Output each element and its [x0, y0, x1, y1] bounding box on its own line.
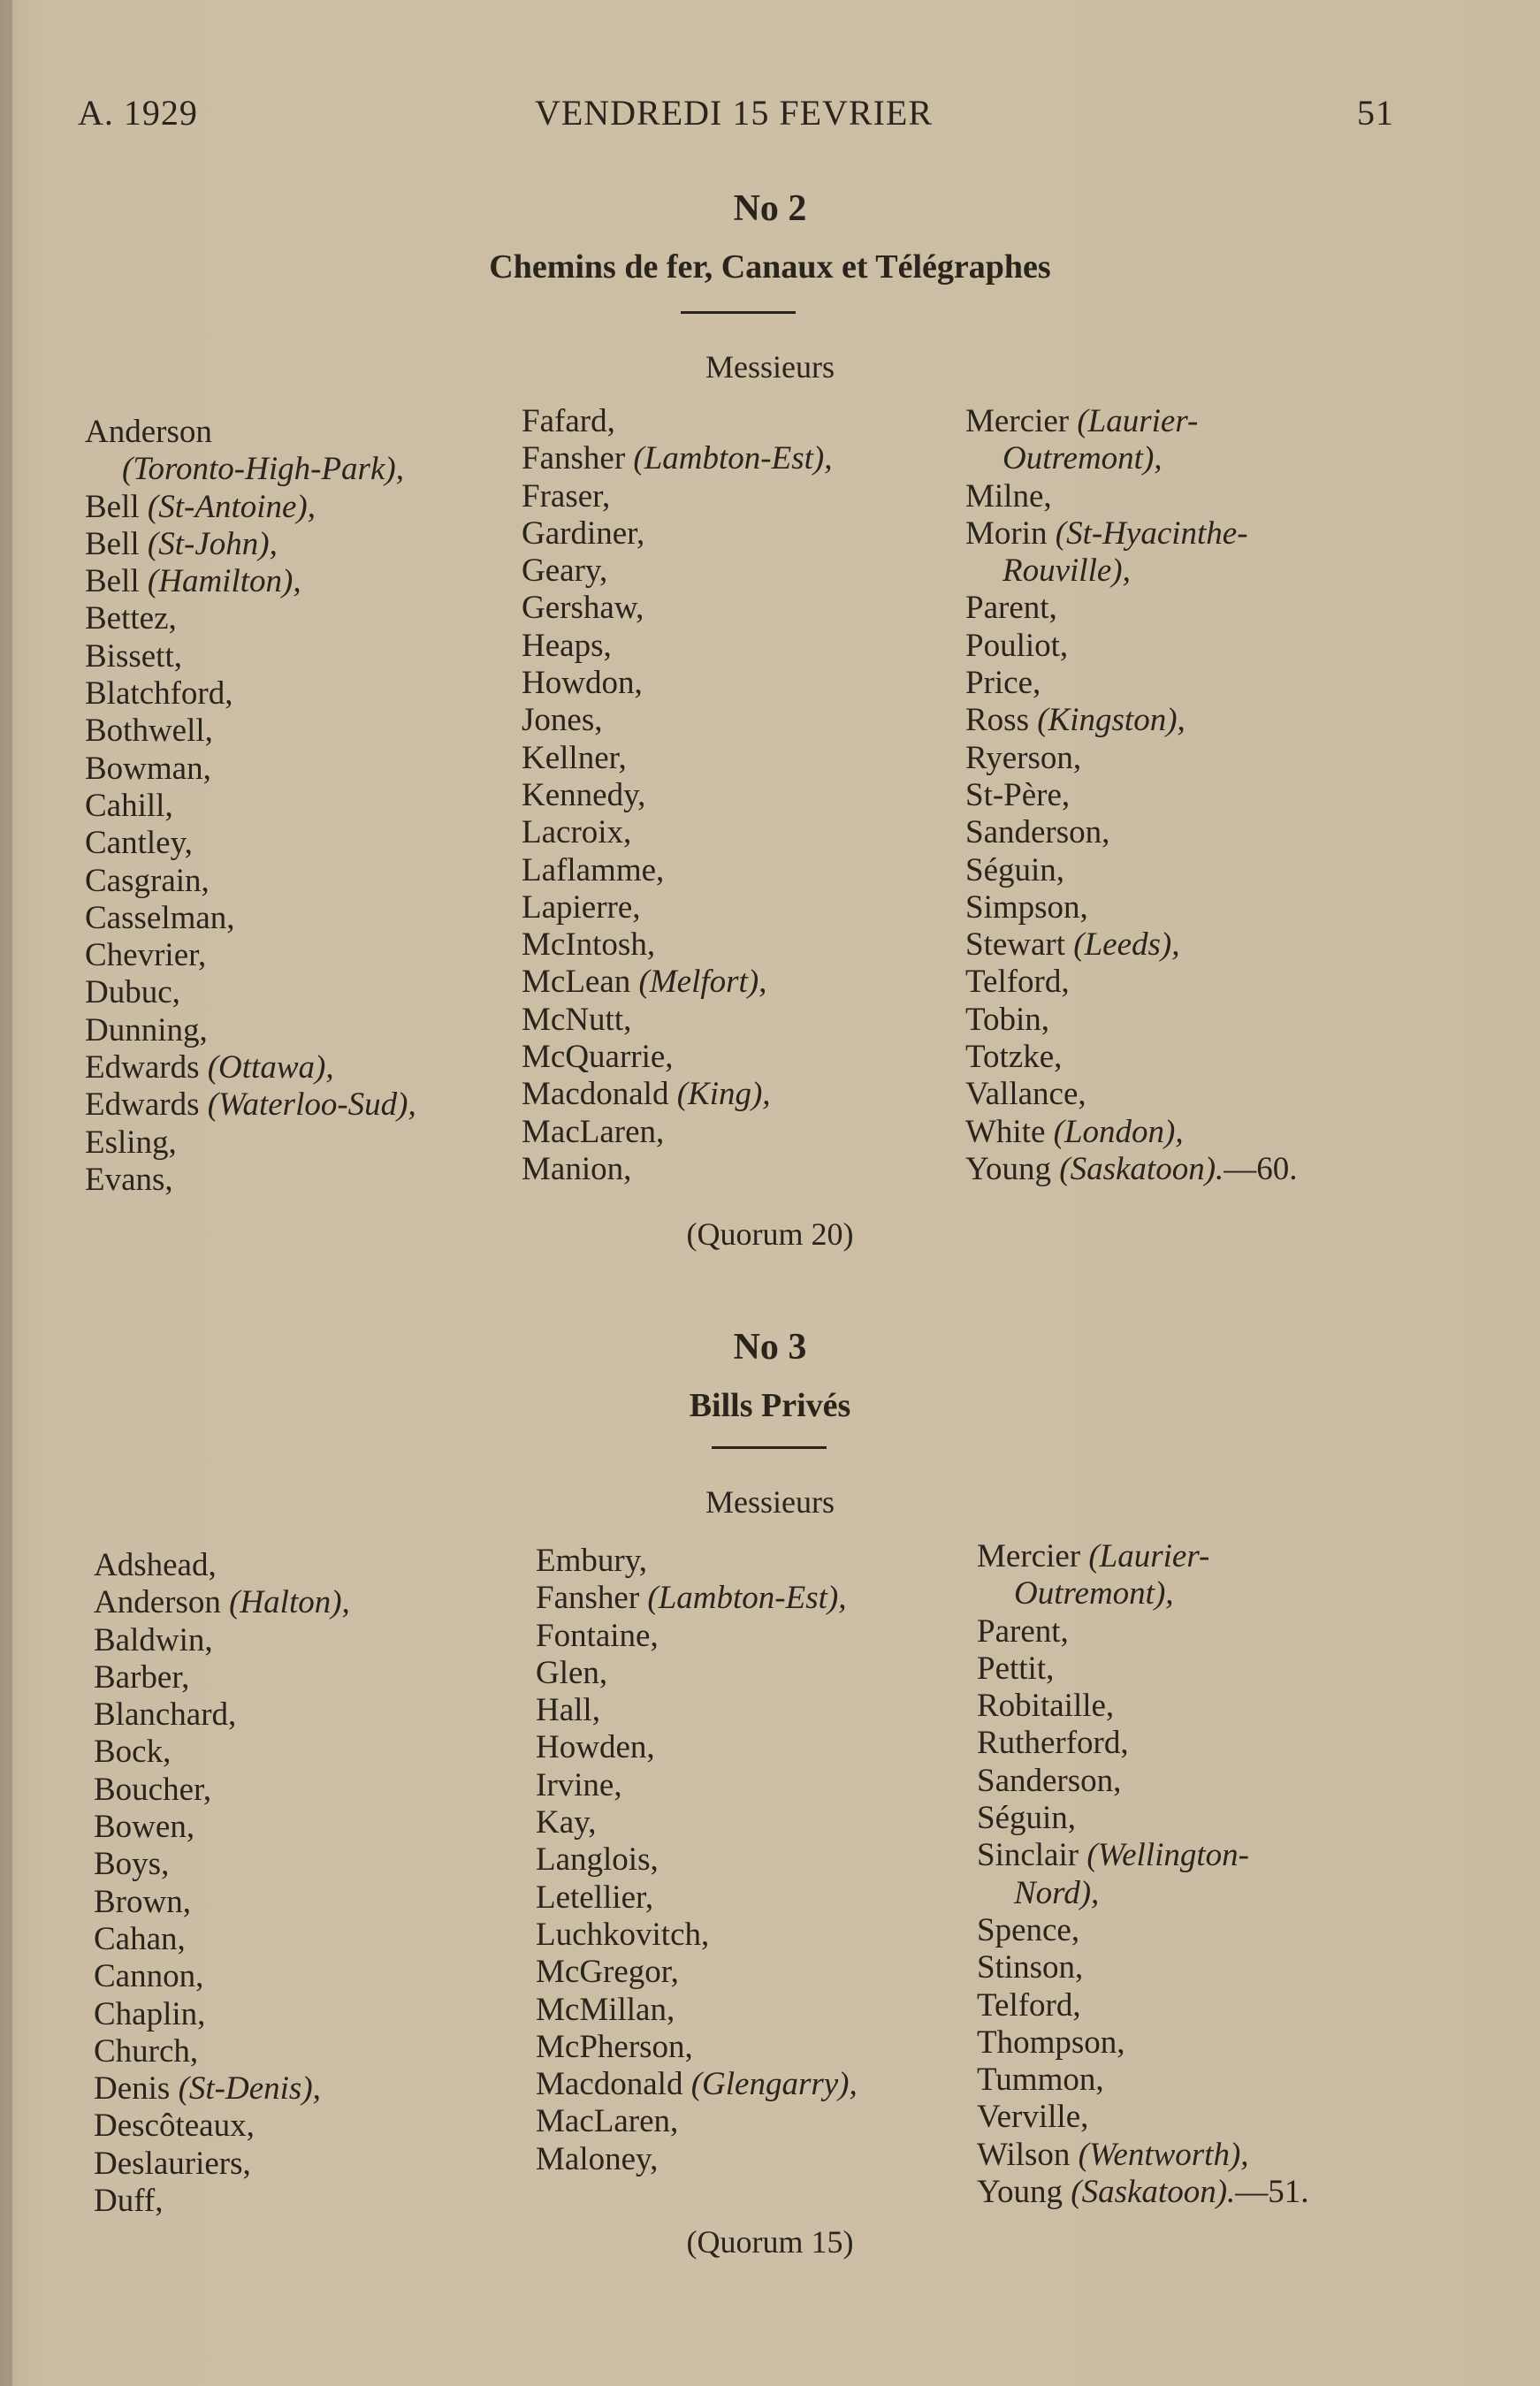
header-year: A. 1929	[78, 93, 198, 133]
member-entry	[536, 2103, 858, 2140]
member-name: Hall,	[536, 1692, 600, 1729]
member-name: Sinclair	[977, 1837, 1087, 1874]
member-count: —51.	[1235, 2174, 1309, 2211]
member-entry	[522, 403, 832, 440]
member-entry	[522, 814, 832, 851]
member-name: Embury,	[536, 1543, 648, 1579]
member-name: Irvine,	[536, 1766, 622, 1803]
member-name: Wilson	[977, 2136, 1079, 2173]
member-name: Cahan,	[94, 1920, 186, 1957]
member-name: McMillan,	[536, 1991, 675, 2028]
member-entry	[977, 1987, 1309, 2024]
member-riding: (Lambton-Est),	[647, 1580, 847, 1617]
header-date: VENDREDI 15 FEVRIER	[534, 93, 934, 133]
member-name: White	[965, 1113, 1054, 1150]
member-entry	[977, 1613, 1309, 1650]
member-entry	[977, 2024, 1309, 2062]
member-name: Luchkovitch,	[536, 1916, 710, 1953]
member-entry	[536, 1729, 858, 1766]
section-2-number: No 2	[733, 188, 807, 229]
member-riding: (Wellington-	[1086, 1837, 1249, 1874]
member-entry	[536, 1580, 858, 1617]
member-name: Macdonald	[522, 1076, 677, 1113]
member-entry	[965, 1151, 1298, 1188]
member-entry	[85, 489, 416, 526]
member-entry	[94, 1547, 350, 1584]
member-entry	[94, 1884, 350, 1921]
member-name: Tobin,	[965, 1001, 1050, 1038]
member-entry	[965, 478, 1298, 515]
member-name: McIntosh,	[522, 926, 656, 964]
member-entry	[977, 1763, 1309, 1800]
member-entry	[977, 2099, 1309, 2136]
member-name: Cantley,	[85, 825, 193, 862]
member-name: Telford,	[965, 964, 1070, 1001]
section-3-number: No 3	[733, 1327, 807, 1368]
member-entry	[977, 1837, 1309, 1874]
member-entry	[965, 665, 1298, 702]
member-name: Parent,	[965, 590, 1057, 627]
member-name: Fafard,	[522, 403, 615, 439]
member-riding: Outremont),	[1003, 440, 1163, 477]
member-entry	[522, 665, 832, 702]
member-name: MacLaren,	[522, 1113, 665, 1150]
member-entry	[522, 702, 832, 739]
member-name: Fraser,	[522, 477, 611, 515]
member-riding: (St-Hyacinthe-	[1055, 515, 1248, 552]
member-entry	[85, 1124, 416, 1162]
member-entry	[965, 926, 1298, 964]
member-entry	[522, 1002, 832, 1039]
member-name: Chaplin,	[94, 1995, 206, 2032]
member-name: Bissett,	[85, 637, 182, 675]
member-name: Pettit,	[977, 1650, 1055, 1687]
member-entry	[94, 1734, 350, 1771]
member-riding: (St-Antoine),	[147, 488, 316, 525]
member-entry	[965, 1114, 1298, 1151]
member-name: Blanchard,	[94, 1696, 237, 1734]
member-riding: (Kingston),	[1037, 702, 1185, 739]
member-name: Howden,	[536, 1729, 655, 1766]
member-entry	[977, 2062, 1309, 2099]
member-name: McPherson,	[536, 2028, 693, 2065]
member-name: Price,	[965, 665, 1041, 702]
member-entry	[965, 590, 1298, 627]
member-name: Bell	[85, 488, 148, 525]
section-3-title: Bills Privés	[689, 1387, 851, 1424]
member-name: Adshead,	[94, 1547, 217, 1583]
member-name: Gershaw,	[522, 590, 644, 627]
member-name: Brown,	[94, 1883, 191, 1920]
member-name: Boucher,	[94, 1771, 212, 1808]
member-name: Chevrier,	[85, 937, 207, 974]
member-entry	[536, 1655, 858, 1692]
member-name: Fansher	[536, 1580, 648, 1617]
member-name: Mercier	[965, 403, 1078, 439]
member-entry	[85, 751, 416, 788]
member-name: Fansher	[522, 440, 634, 477]
member-name: Kennedy,	[522, 776, 646, 813]
member-riding: (Halton),	[229, 1584, 350, 1621]
member-name: Letellier,	[536, 1879, 654, 1916]
member-riding: (Lambton-Est),	[633, 440, 833, 477]
member-entry	[94, 1809, 350, 1846]
member-entry	[94, 1622, 350, 1659]
member-name: McLean	[522, 964, 639, 1001]
member-name: Robitaille,	[977, 1688, 1115, 1725]
member-count: —60.	[1224, 1150, 1298, 1187]
member-entry	[522, 1076, 832, 1113]
member-name: Denis	[94, 2070, 179, 2108]
member-entry	[85, 451, 416, 488]
member-name: Kellner,	[522, 739, 627, 776]
member-name: Tummon,	[977, 2062, 1104, 2099]
member-entry	[522, 1039, 832, 1076]
member-entry	[977, 1875, 1309, 1912]
member-entry	[85, 600, 416, 637]
member-entry	[94, 1846, 350, 1883]
member-entry	[965, 515, 1298, 553]
member-entry	[977, 1912, 1309, 1949]
member-name: MacLaren,	[536, 2103, 679, 2140]
member-entry	[522, 628, 832, 665]
member-name: Bock,	[94, 1734, 172, 1771]
section-2-column-2	[522, 403, 832, 1188]
member-name: Ryerson,	[965, 739, 1082, 776]
member-name: Geary,	[522, 553, 608, 590]
member-name: Totzke,	[965, 1039, 1063, 1076]
member-name: Anderson	[94, 1584, 230, 1621]
member-entry	[977, 1949, 1309, 1986]
member-name: Lapierre,	[522, 888, 641, 926]
member-name: Anderson	[85, 414, 212, 450]
member-entry	[536, 1767, 858, 1804]
member-entry	[522, 478, 832, 515]
member-name: Macdonald	[536, 2066, 691, 2103]
member-name: Evans,	[85, 1161, 173, 1198]
member-entry	[965, 1002, 1298, 1039]
member-entry	[965, 403, 1298, 440]
member-riding: (Melfort),	[638, 964, 767, 1001]
section-3-messieurs: Messieurs	[705, 1484, 835, 1520]
member-name: Edwards	[85, 1086, 208, 1124]
member-entry	[85, 1162, 416, 1199]
member-riding: (Laurier-	[1088, 1538, 1210, 1574]
section-3-column-2	[536, 1543, 858, 2178]
member-riding: (Waterloo-Sud),	[207, 1086, 416, 1124]
section-2-quorum: (Quorum 20)	[686, 1216, 854, 1252]
member-name: Dunning,	[85, 1011, 208, 1048]
member-name: Bell	[85, 563, 148, 600]
member-name: McNutt,	[522, 1001, 632, 1038]
member-entry	[522, 777, 832, 814]
member-name: Casselman,	[85, 899, 235, 936]
member-entry	[536, 2066, 858, 2103]
member-name: Séguin,	[965, 851, 1065, 888]
member-entry	[977, 1650, 1309, 1688]
section-2-column-3	[965, 403, 1298, 1188]
member-entry	[965, 852, 1298, 889]
section-2-rule	[681, 311, 796, 314]
section-2-messieurs: Messieurs	[705, 349, 835, 385]
member-name: Young	[977, 2174, 1071, 2211]
member-name: Glen,	[536, 1654, 608, 1691]
member-name: Thompson,	[977, 2024, 1125, 2061]
member-name: Stewart	[965, 926, 1074, 964]
member-entry	[522, 852, 832, 889]
member-riding: (Ottawa),	[207, 1049, 334, 1086]
member-name: Descôteaux,	[94, 2108, 255, 2145]
section-3-column-3	[977, 1538, 1309, 2211]
member-entry	[85, 1049, 416, 1086]
member-entry	[94, 1696, 350, 1734]
member-entry	[965, 814, 1298, 851]
member-entry	[965, 1076, 1298, 1113]
member-name: Sanderson,	[965, 814, 1110, 851]
member-entry	[965, 440, 1298, 477]
member-entry	[85, 563, 416, 600]
member-name: Vallance,	[965, 1076, 1086, 1113]
member-entry	[85, 974, 416, 1011]
member-entry	[965, 740, 1298, 777]
member-entry	[94, 2108, 350, 2145]
member-name: Sanderson,	[977, 1762, 1122, 1799]
member-name: Maloney,	[536, 2140, 659, 2177]
member-name: Spence,	[977, 1911, 1080, 1948]
member-name: Cannon,	[94, 1958, 204, 1995]
member-entry	[522, 889, 832, 926]
member-entry	[94, 1772, 350, 1809]
member-name: Bowman,	[85, 750, 211, 787]
member-entry	[536, 1543, 858, 1580]
section-2-title: Chemins de fer, Canaux et Télégraphes	[489, 248, 1051, 286]
member-name: McQuarrie,	[522, 1039, 674, 1076]
member-riding: (Toronto-High-Park),	[122, 451, 404, 488]
member-entry	[522, 553, 832, 590]
member-name: Lacroix,	[522, 814, 632, 851]
member-name: Parent,	[977, 1612, 1069, 1650]
member-name: Rutherford,	[977, 1725, 1129, 1762]
member-entry	[94, 1921, 350, 1958]
member-entry	[94, 1996, 350, 2033]
member-name: Howdon,	[522, 665, 643, 702]
member-entry	[94, 2146, 350, 2183]
member-entry	[522, 1114, 832, 1151]
member-entry	[977, 2174, 1309, 2211]
member-entry	[85, 788, 416, 825]
section-3-column-1	[94, 1547, 350, 2220]
member-riding: (Saskatoon).	[1071, 2174, 1236, 2211]
member-entry	[85, 675, 416, 713]
member-entry	[85, 1012, 416, 1049]
member-entry	[536, 1618, 858, 1655]
member-entry	[94, 1958, 350, 1995]
member-riding: (St-John),	[147, 525, 278, 562]
member-name: Simpson,	[965, 888, 1088, 926]
member-entry	[85, 638, 416, 675]
member-name: Laflamme,	[522, 851, 665, 888]
member-name: Barber,	[94, 1658, 190, 1696]
member-name: Casgrain,	[85, 862, 210, 899]
member-riding: (Leeds),	[1073, 926, 1180, 964]
member-entry	[536, 1879, 858, 1917]
member-name: Verville,	[977, 2099, 1089, 2136]
member-name: Bell	[85, 525, 148, 562]
member-name: Langlois,	[536, 1841, 659, 1879]
member-name: Telford,	[977, 1986, 1081, 2024]
member-name: Heaps,	[522, 627, 612, 664]
member-entry	[85, 825, 416, 862]
member-name: Stinson,	[977, 1949, 1084, 1986]
member-entry	[85, 713, 416, 750]
member-name: Manion,	[522, 1150, 632, 1187]
member-name: Bowen,	[94, 1809, 195, 1846]
member-entry	[965, 777, 1298, 814]
member-entry	[522, 515, 832, 553]
section-3-quorum: (Quorum 15)	[686, 2224, 854, 2260]
member-name: Bothwell,	[85, 713, 213, 750]
member-entry	[94, 2033, 350, 2070]
member-entry	[94, 1584, 350, 1621]
member-entry	[522, 926, 832, 964]
member-name: Dubuc,	[85, 974, 180, 1011]
member-entry	[85, 937, 416, 974]
member-name: Fontaine,	[536, 1617, 659, 1654]
member-entry	[965, 889, 1298, 926]
member-entry	[977, 1575, 1309, 1612]
member-entry	[536, 1954, 858, 1991]
section-3-rule	[712, 1446, 827, 1449]
member-entry	[965, 553, 1298, 590]
member-entry	[536, 1692, 858, 1729]
member-entry	[522, 740, 832, 777]
page-number: 51	[1357, 93, 1394, 133]
member-riding: (Hamilton),	[147, 563, 301, 600]
member-name: Pouliot,	[965, 627, 1069, 664]
member-name: Mercier	[977, 1538, 1089, 1574]
member-entry	[94, 2183, 350, 2220]
member-name: Bettez,	[85, 600, 177, 637]
member-entry	[536, 1841, 858, 1879]
member-entry	[94, 2070, 350, 2108]
member-entry	[522, 440, 832, 477]
member-riding: (London),	[1053, 1113, 1184, 1150]
member-entry	[85, 863, 416, 900]
member-entry	[85, 414, 416, 451]
member-name: McGregor,	[536, 1954, 679, 1991]
member-name: Ross	[965, 702, 1038, 739]
member-name: St-Père,	[965, 776, 1071, 813]
member-entry	[977, 1725, 1309, 1762]
member-name: Cahill,	[85, 787, 173, 824]
member-name: Blatchford,	[85, 675, 233, 713]
member-entry	[965, 702, 1298, 739]
member-entry	[536, 1917, 858, 1954]
member-entry	[536, 2029, 858, 2066]
member-name: Young	[965, 1150, 1060, 1187]
member-entry	[965, 964, 1298, 1001]
member-entry	[522, 964, 832, 1001]
member-riding: (Laurier-	[1077, 403, 1199, 439]
member-riding: Nord),	[1014, 1874, 1100, 1911]
member-riding: (St-Denis),	[178, 2070, 321, 2108]
member-entry	[522, 590, 832, 627]
member-entry	[85, 1086, 416, 1124]
member-riding: (Saskatoon).	[1059, 1150, 1224, 1187]
member-name: Duff,	[94, 2183, 164, 2220]
member-entry	[965, 1039, 1298, 1076]
member-name: Church,	[94, 2032, 199, 2070]
member-name: Baldwin,	[94, 1621, 213, 1658]
member-name: Boys,	[94, 1846, 170, 1883]
member-entry	[536, 1804, 858, 1841]
member-name: Gardiner,	[522, 515, 645, 552]
member-name: Esling,	[85, 1124, 177, 1161]
member-entry	[536, 1992, 858, 2029]
member-name: Séguin,	[977, 1800, 1077, 1837]
member-entry	[85, 526, 416, 563]
member-name: Kay,	[536, 1804, 597, 1841]
member-riding: Rouville),	[1003, 553, 1131, 590]
member-entry	[965, 628, 1298, 665]
member-name: Edwards	[85, 1049, 208, 1086]
member-name: Jones,	[522, 702, 603, 739]
member-entry	[977, 2137, 1309, 2174]
member-entry	[977, 1688, 1309, 1725]
member-entry	[522, 1151, 832, 1188]
member-entry	[94, 1659, 350, 1696]
member-riding: (Glengarry),	[690, 2066, 858, 2103]
member-riding: (Wentworth),	[1078, 2136, 1249, 2173]
member-entry	[977, 1800, 1309, 1837]
member-name: Milne,	[965, 477, 1052, 515]
member-riding: Outremont),	[1014, 1575, 1174, 1612]
member-name: Morin	[965, 515, 1056, 552]
member-riding: (King),	[676, 1076, 771, 1113]
member-entry	[85, 900, 416, 937]
section-2-column-1	[85, 414, 416, 1199]
member-entry	[977, 1538, 1309, 1575]
member-name: Deslauriers,	[94, 2145, 251, 2182]
member-entry	[536, 2141, 858, 2178]
